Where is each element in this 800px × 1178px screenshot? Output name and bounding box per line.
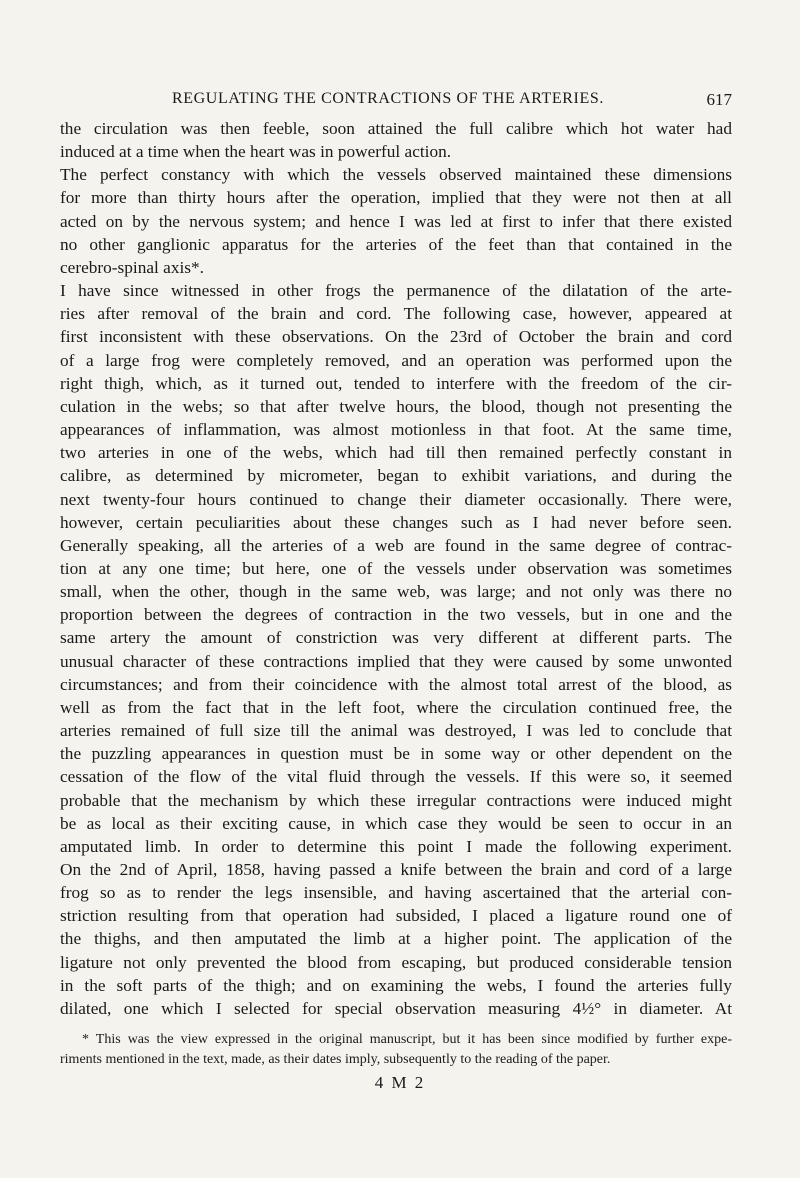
text-line: acted on by the nervous system; and hence I was led at first to infer that there existed xyxy=(60,211,732,231)
text-line: be as local as their exciting cause, in which case they would be seen to occur in an xyxy=(60,813,732,833)
text-line: the puzzling appearances in question must be in some way or other dependent on the xyxy=(60,744,732,764)
body-text xyxy=(60,117,732,1020)
signature-mark: 4 M 2 xyxy=(374,1073,426,1092)
text-line: the thighs, and then amputated the limb at a higher point. The application of the xyxy=(60,929,732,949)
text-line: for more than thirty hours after the operation, implied that they were not then at all xyxy=(60,188,732,208)
text-line: well as from the fact that in the left foot, where the circulation continued free, the xyxy=(60,697,732,717)
text-line: I have since witnessed in other frogs the permanence of the dilatation of the arte- xyxy=(60,281,732,301)
page-number: 617 xyxy=(706,90,732,109)
text-line: cessation of the flow of the vital fluid through the vessels. If this were so, it seemed xyxy=(60,767,732,787)
text-line: proportion between the degrees of contraction in the two vessels, but in one and the xyxy=(60,605,732,625)
running-head: REGULATING THE CONTRACTIONS OF THE ARTERIES. xyxy=(172,90,604,107)
text-line: amputated limb. In order to determine this point I made the following experiment. xyxy=(60,836,732,856)
text-line: right thigh, which, as it turned out, tended to interfere with the freedom of the cir- xyxy=(60,373,732,393)
text-line: unusual character of these contractions implied that they were caused by some unwonted xyxy=(60,651,732,671)
text-line: two arteries in one of the webs, which had till then remained perfectly constant in xyxy=(60,443,732,463)
footnote xyxy=(60,1030,732,1070)
text-line: first inconsistent with these observations. On the 23rd of October the brain and cord xyxy=(60,327,732,347)
text-line: circumstances; and from their coincidence with the almost total arrest of the blood, as xyxy=(60,674,732,694)
text-line: same artery the amount of constriction was very different at different parts. The xyxy=(60,628,732,648)
text-line: arteries remained of full size till the animal was destroyed, I was led to conclude that xyxy=(60,721,732,741)
text-line: ries after removal of the brain and cord. The following case, however, appeared at xyxy=(60,304,732,324)
text-line: cerebro-spinal axis*. xyxy=(60,257,204,277)
text-line: The perfect constancy with which the vessels observed maintained these dimensions xyxy=(60,165,732,185)
text-line: the circulation was then feeble, soon attained the full calibre which hot water had xyxy=(60,119,732,138)
text-line: Generally speaking, all the arteries of a web are found in the same degree of contrac- xyxy=(60,535,732,555)
text-line: ligature not only prevented the blood from escaping, but produced considerable tension xyxy=(60,952,732,972)
text-line: dilated, one which I selected for special observation measuring 4½° in diameter. At xyxy=(60,998,732,1018)
page-header xyxy=(60,90,732,112)
text-line: tion at any one time; but here, one of the vessels under observation was sometimes xyxy=(60,558,732,578)
footnote-line: * This was the view expressed in the original manuscript, but it has been since modified by further expe- xyxy=(82,1032,732,1047)
text-line: in the soft parts of the thigh; and on examining the webs, I found the arteries fully xyxy=(60,975,732,995)
text-line: next twenty-four hours continued to change their diameter occasionally. There were, xyxy=(60,489,732,509)
text-line: frog so as to render the legs insensible, and having ascertained that the arterial con- xyxy=(60,883,732,903)
text-line: no other ganglionic apparatus for the arteries of the feet than that contained in the xyxy=(60,234,732,254)
text-line: calibre, as determined by micrometer, began to exhibit variations, and during the xyxy=(60,466,732,486)
footnote-line: riments mentioned in the text, made, as their dates imply, subsequently to the reading of the paper. xyxy=(60,1052,611,1067)
text-line: culation in the webs; so that after twelve hours, the blood, though not presenting the xyxy=(60,396,732,416)
text-line: probable that the mechanism by which these irregular contractions were induced might xyxy=(60,790,732,810)
text-line: of a large frog were completely removed, and an operation was performed upon the xyxy=(60,350,732,370)
text-line: however, certain peculiarities about these changes such as I had never before seen. xyxy=(60,512,732,532)
text-line: striction resulting from that operation had subsided, I placed a ligature round one of xyxy=(60,906,732,926)
text-line: appearances of inflammation, was almost motionless in that foot. At the same time, xyxy=(60,420,732,440)
text-line: small, when the other, though in the same web, was large; and not only was there no xyxy=(60,582,732,602)
text-line: induced at a time when the heart was in powerful action. xyxy=(60,142,452,162)
text-line: On the 2nd of April, 1858, having passed a knife between the brain and cord of a large xyxy=(60,860,732,879)
